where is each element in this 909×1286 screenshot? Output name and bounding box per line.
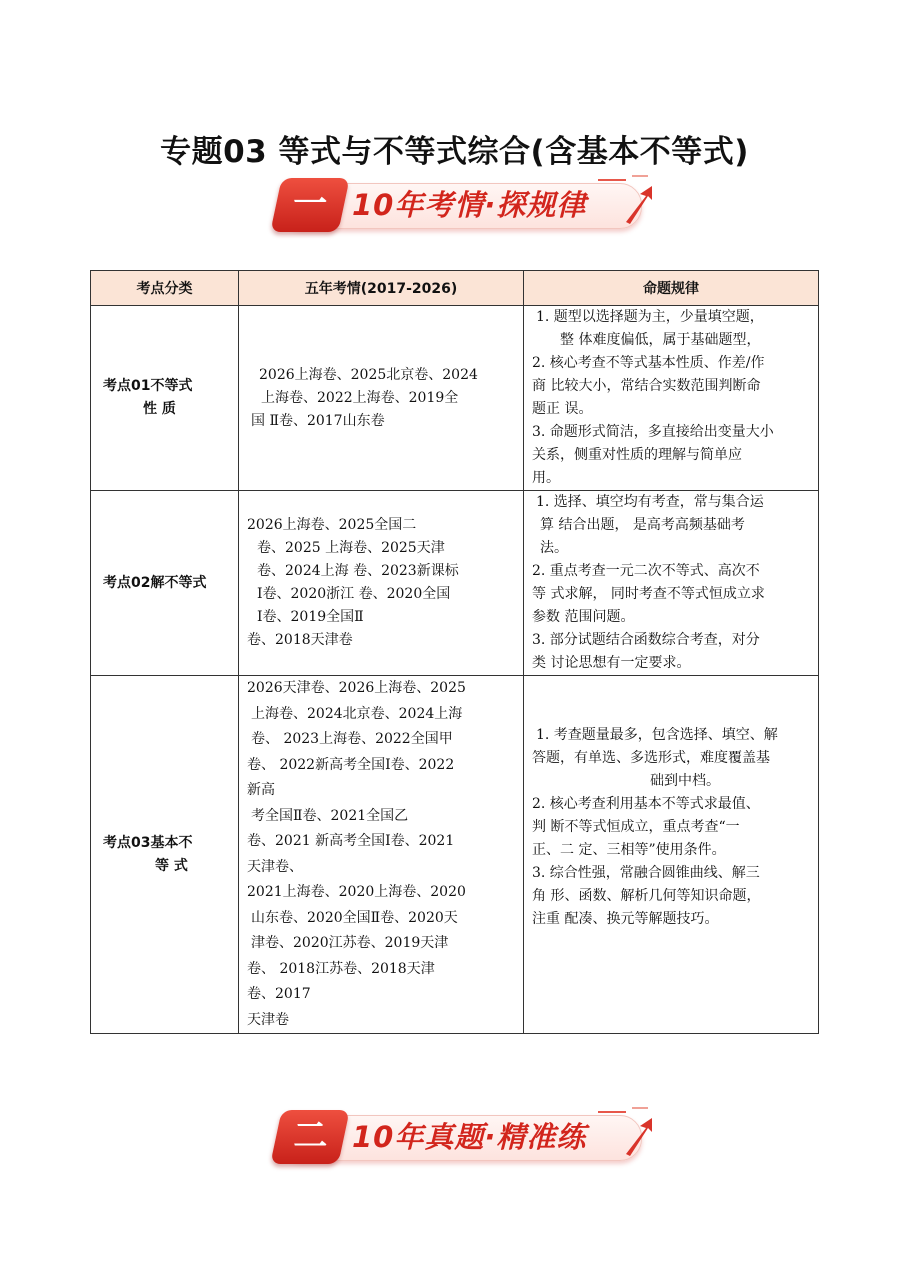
banner-number-badge: 一 <box>270 178 349 232</box>
row-years: 2026上海卷、2025北京卷、2024 上海卷、2022上海卷、2019全 国 Ⅱ卷、2017山东卷 <box>239 306 524 491</box>
row-category: 考点02解不等式 <box>91 491 239 676</box>
row-rules: 1. 考查题量最多，包含选择、填空、解 答题，有单选、多选形式，难度覆盖基 础到中档。 2. 核心考查利用基本不等式求最值、 判 断不等式恒成立，重点考查“一 正、二 定、三相等”使用条件。 3. 综合性强，常融合圆锥曲线、解三 角 形、函数、解析几何等知识命题， 注重 配凑、换元等解题技巧。 <box>524 676 819 1034</box>
arrow-up-right-icon <box>622 182 656 226</box>
banner-number-badge: 二 <box>270 1110 349 1164</box>
row-category: 考点03基本不 等 式 <box>91 676 239 1034</box>
exam-trend-table <box>90 270 819 1034</box>
table-header-row <box>91 271 819 306</box>
row-rules: 1. 题型以选择题为主，少量填空题， 整 体难度偏低，属于基础题型， 2. 核心考查不等式基本性质、作差/作 商 比较大小，常结合实数范围判断命 题正 误。 3. 命题形式简洁，多直接给出变量大小 关系，侧重对性质的理解与简单应 用。 <box>524 306 819 491</box>
row-category: 考点01不等式 性 质 <box>91 306 239 491</box>
row-rules: 1. 选择、填空均有考查，常与集合运 算 结合出题， 是高考高频基础考 法。 2. 重点考查一元二次不等式、高次不 等 式求解， 同时考查不等式恒成立求 参数 范围问题。 3. 部分试题结合函数综合考查，对分 类 讨论思想有一定要求。 <box>524 491 819 676</box>
section-banner-practice <box>270 1100 670 1174</box>
arrow-up-right-icon <box>622 1114 656 1158</box>
header-rules: 命题规律 <box>524 271 819 306</box>
table-row <box>91 676 819 1034</box>
header-category: 考点分类 <box>91 271 239 306</box>
banner-label: 10年考情·探规律 <box>352 188 587 222</box>
table-row <box>91 491 819 676</box>
row-years: 2026天津卷、2026上海卷、2025 上海卷、2024北京卷、2024上海 卷、 2023上海卷、2022全国甲 卷、 2022新高考全国Ⅰ卷、2022 新高 考全国Ⅱ卷、2021全国乙 卷、2021 新高考全国Ⅰ卷、2021 天津卷、 2021上海卷、2020上海卷、2020 山东卷、2020全国Ⅱ卷、2020天 津卷、2020江苏卷、2019天津 卷、 2018江苏卷、2018天津 卷、2017 天津卷 <box>239 676 524 1034</box>
banner-label: 10年真题·精准练 <box>352 1120 587 1154</box>
page-title: 专题03 等式与不等式综合(含基本不等式) <box>160 134 749 170</box>
section-banner-trends <box>270 168 670 242</box>
table-row <box>91 306 819 491</box>
row-years: 2026上海卷、2025全国二 卷、2025 上海卷、2025天津 卷、2024上海 卷、2023新课标 Ⅰ卷、2020浙江 卷、2020全国 Ⅰ卷、2019全国Ⅱ 卷、2018天津卷 <box>239 491 524 676</box>
header-years: 五年考情(2017-2026) <box>239 271 524 306</box>
